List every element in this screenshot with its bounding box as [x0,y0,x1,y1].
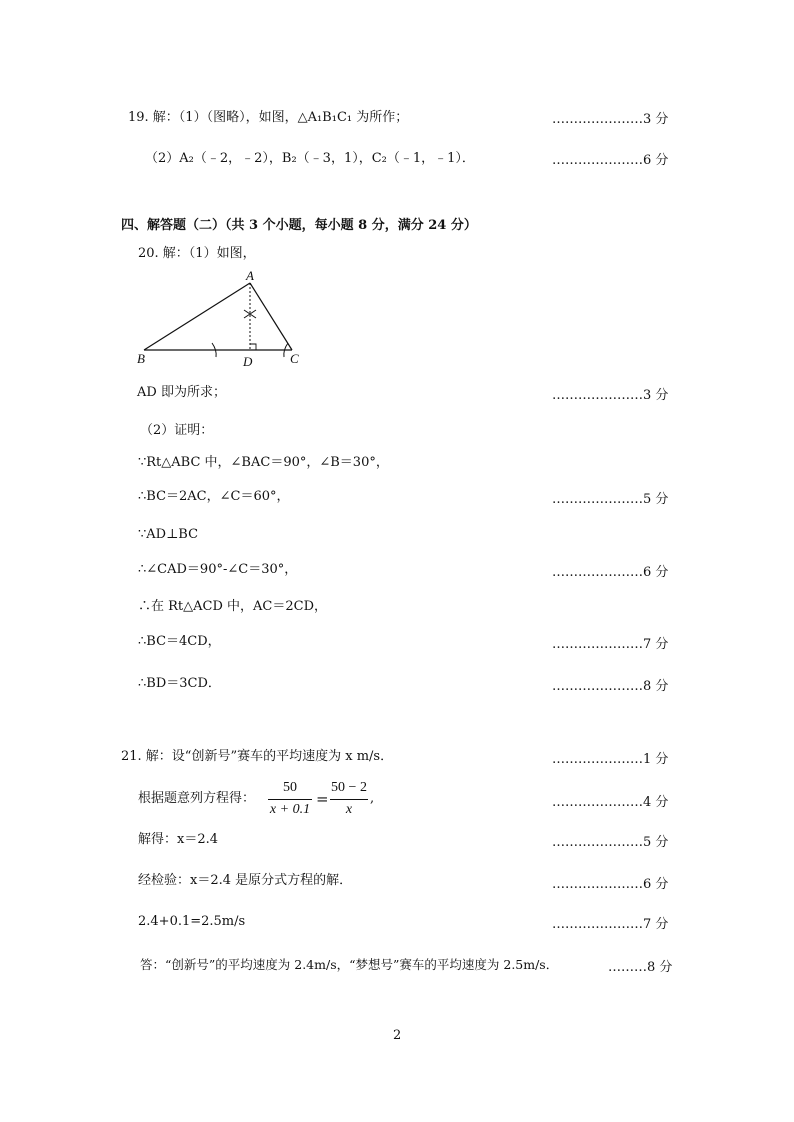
page-number: 2 [393,1028,402,1043]
q20-proof-1: ∵Rt△ABC 中，∠BAC＝90°，∠B＝30°， [138,455,389,470]
equation-end: , [370,791,375,806]
q19-line2: （2）A₂（﹣2，﹣2），B₂（﹣3，1），C₂（﹣1，﹣1）． [145,151,475,166]
q20-proof-7: ∴BD＝3CD． [138,676,221,691]
triangle-figure [132,270,312,370]
q20-proof-5: ∴在 Rt△ACD 中，AC＝2CD， [138,599,328,614]
label-d: D [243,354,253,369]
fraction-left [266,780,314,820]
q21-score-calc: …………………7 分 [552,917,669,932]
q20-score-p7: …………………8 分 [552,679,669,694]
fraction-right [328,780,370,820]
q21-score-solve: …………………5 分 [552,835,669,850]
q20-proof-6: ∴BC＝4CD， [138,634,221,649]
q20-score-p2: …………………5 分 [552,492,669,507]
q20-proof-2: ∴BC＝2AC，∠C＝60°， [138,489,290,504]
q20-proof-4: ∴∠CAD＝90°-∠C＝30°， [138,562,298,577]
q20-score-p4: …………………6 分 [552,565,669,580]
q20-proof-title: （2）证明： [140,423,214,438]
label-b: B [137,351,145,366]
q20-proof-3: ∵AD⊥BC [138,527,199,542]
q21-score-check: …………………6 分 [552,877,669,892]
q21-answer: 答：“创新号”的平均速度为 2.4m/s，“梦想号”赛车的平均速度为 2.5m/s． [140,957,559,972]
q21-solve: 解得：x＝2.4 [138,832,219,847]
q20-intro: 20. 解：（1）如图， [138,246,256,261]
section4-heading: 四、解答题（二）（共 3 个小题，每小题 8 分，满分 24 分） [121,218,477,233]
q21-equation-label: 根据题意列方程得： [138,791,256,806]
right-angle-mark [250,344,256,350]
fraction-right-denominator: x [345,802,353,817]
fraction-left-bar [268,799,312,800]
label-a: A [246,270,254,283]
q20-score-p6: …………………7 分 [552,637,669,652]
q21-score-intro: …………………1 分 [552,752,669,767]
q20-ad-line: AD 即为所求； [137,385,226,400]
q21-score-answer: ………8 分 [608,960,673,975]
q19-line1: 19. 解：（1）（图略），如图，△A₁B₁C₁ 为所作； [128,110,409,125]
q19-score2: …………………6 分 [552,153,669,168]
fraction-left-numerator: 50 [283,780,297,795]
side-ac [250,283,292,350]
fraction-left-denominator: x + 0.1 [269,802,311,817]
q20-score-ad: …………………3 分 [552,388,669,403]
q19-score1: …………………3 分 [552,112,669,127]
side-ab [144,283,250,350]
fraction-right-numerator: 50 − 2 [331,780,367,795]
q21-score-eq: …………………4 分 [552,795,669,810]
fraction-right-bar [330,799,368,800]
equation-equals: = [316,790,329,808]
label-c: C [290,351,299,366]
q21-check: 经检验：x＝2.4 是原分式方程的解． [138,873,353,888]
q21-calc: 2.4+0.1=2.5m/s [138,914,246,929]
q21-intro: 21. 解：设“创新号”赛车的平均速度为 x m/s． [121,749,394,764]
